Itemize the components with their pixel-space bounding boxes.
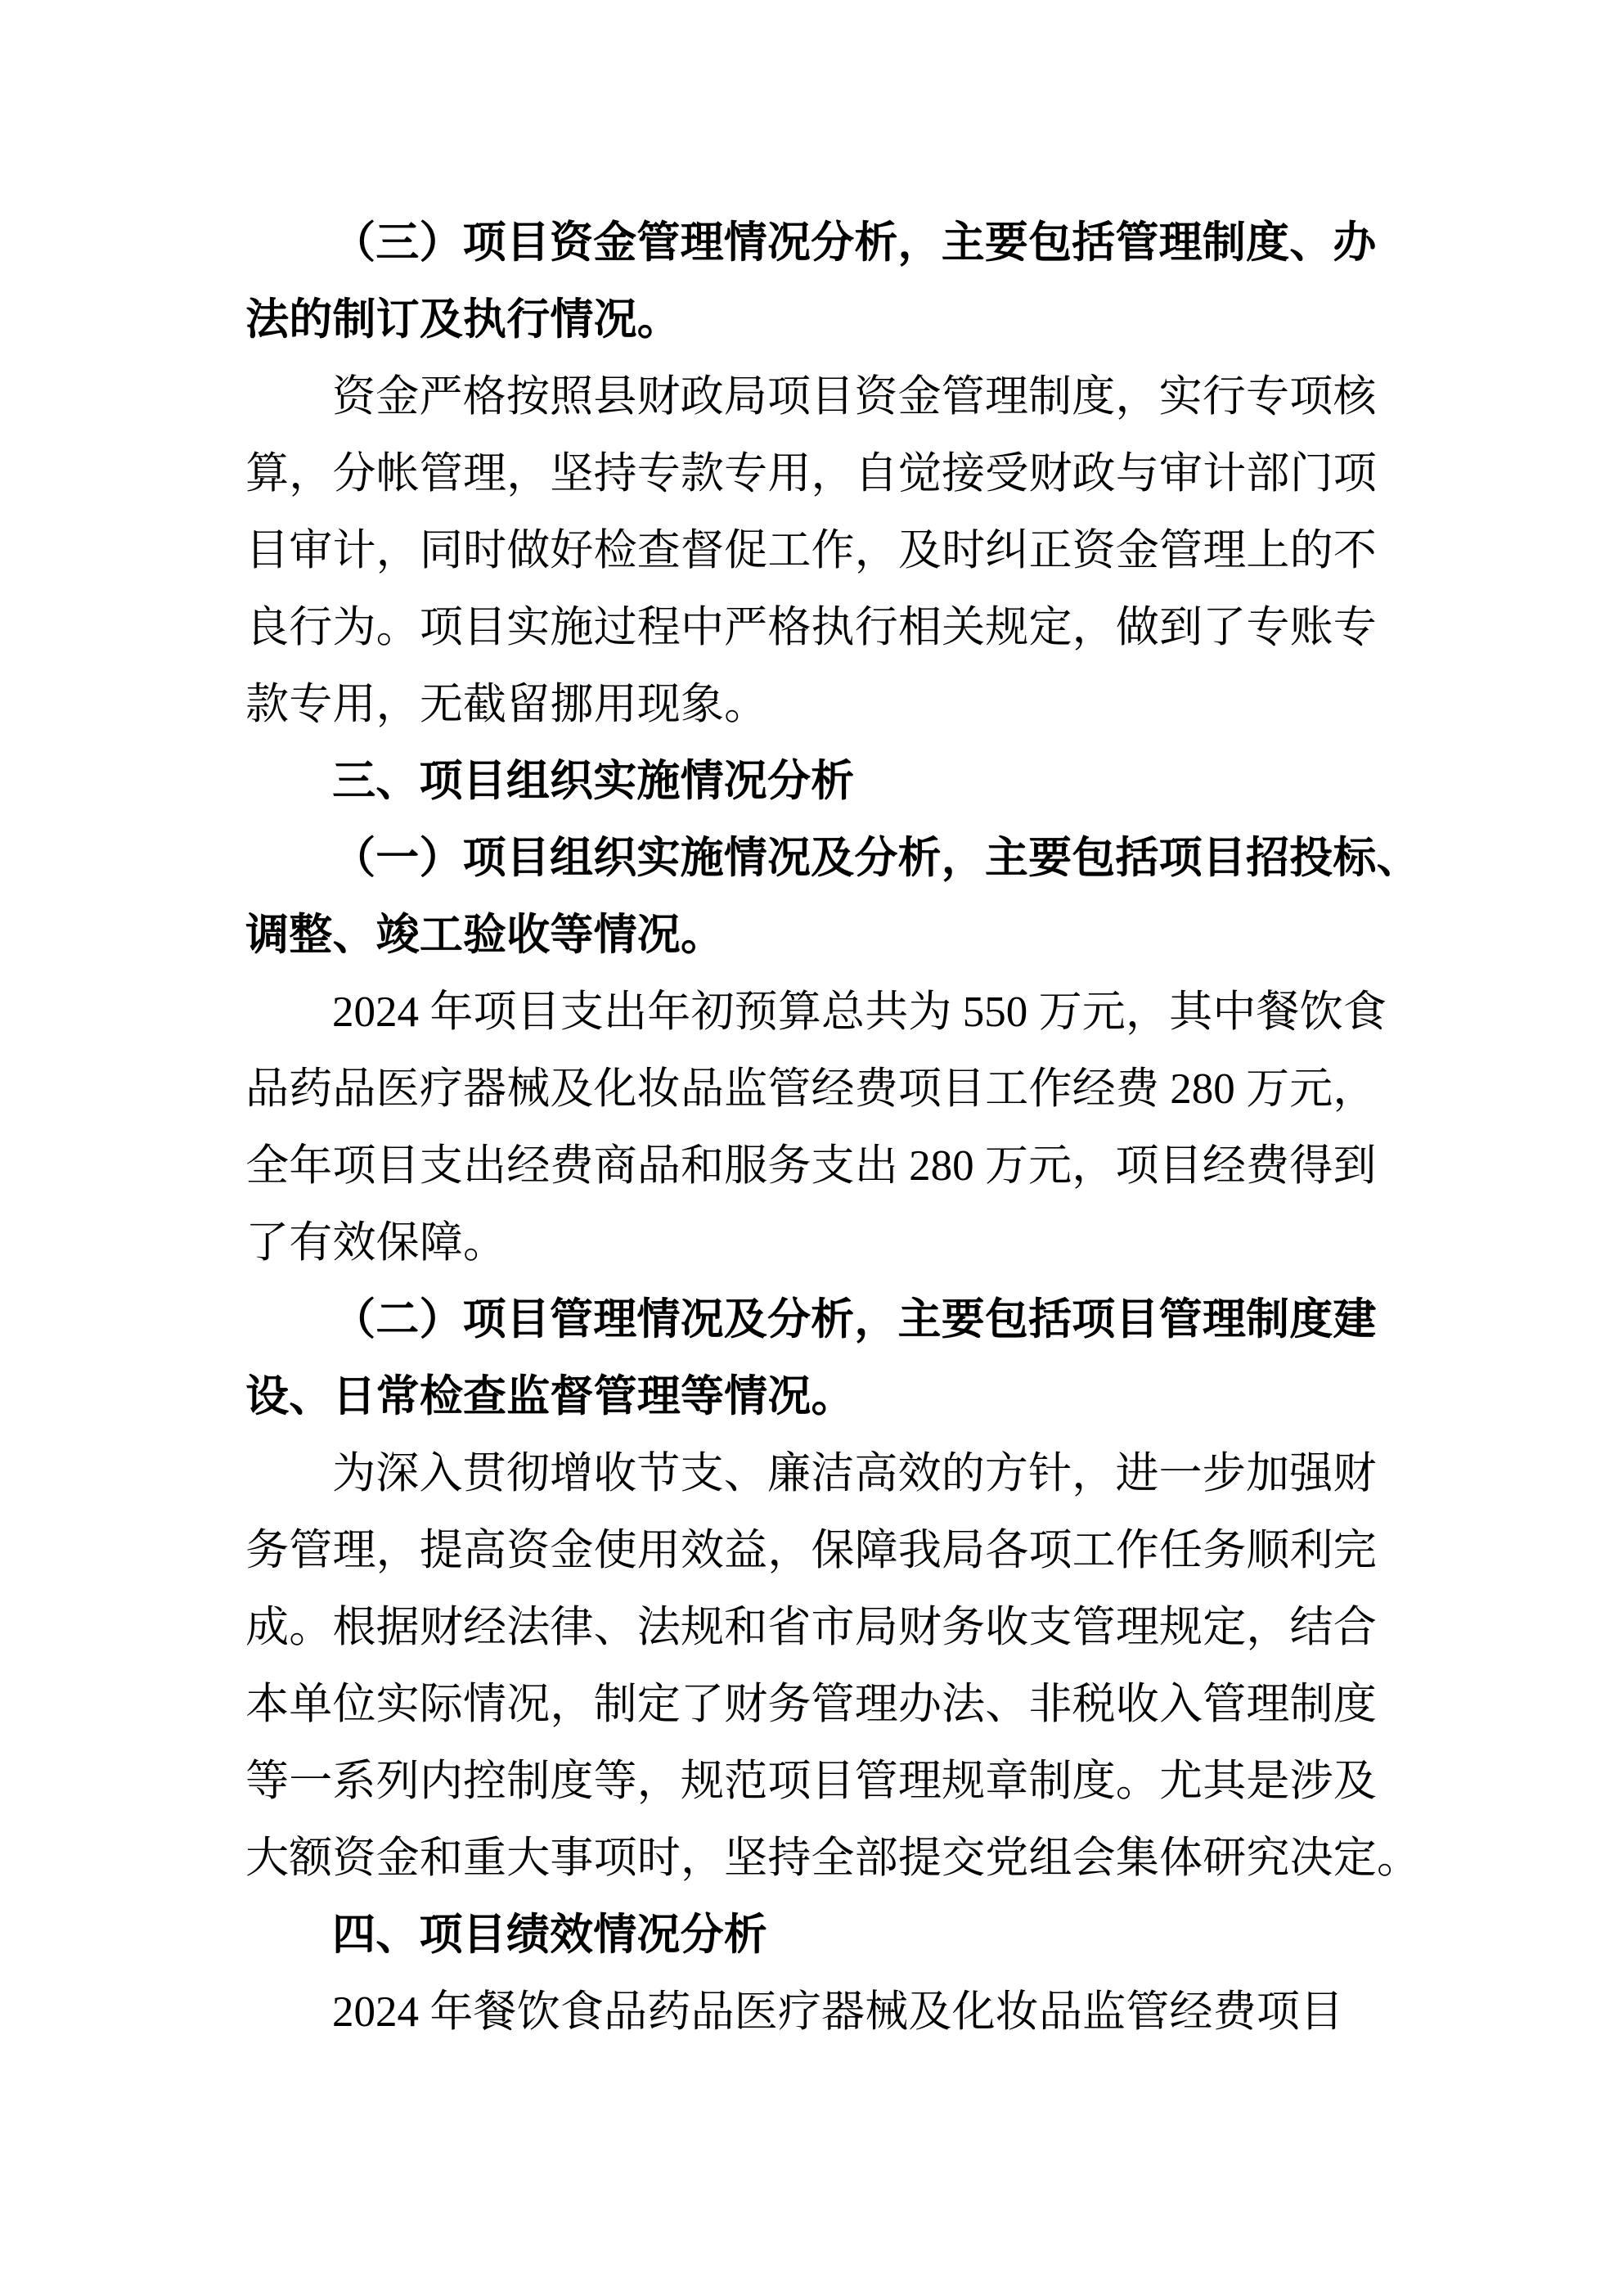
body-line: 等一系列内控制度等，规范项目管理规章制度。尤其是涉及 [245, 1758, 1377, 1805]
section-heading-line: 四、项目绩效情况分析 [332, 1911, 767, 1959]
body-line: 本单位实际情况，制定了财务管理办法、非税收入管理制度 [245, 1681, 1377, 1728]
body-line: 了有效保障。 [245, 1219, 507, 1267]
heading-line: 法的制订及执行情况。 [245, 296, 681, 344]
body-line: 款专用，无截留挪用现象。 [245, 681, 768, 728]
body-line: 成。根据财经法律、法规和省市局财务收支管理规定，结合 [245, 1604, 1377, 1651]
body-line: 2024 年项目支出年初预算总共为 550 万元，其中餐饮食 [332, 988, 1387, 1036]
body-line: 务管理，提高资金使用效益，保障我局各项工作任务顺利完 [245, 1527, 1377, 1574]
heading-line: （二）项目管理情况及分析，主要包括项目管理制度建 [332, 1296, 1377, 1344]
body-line: 算，分帐管理，坚持专款专用，自觉接受财政与审计部门项 [245, 450, 1377, 497]
document-content [245, 205, 1420, 2051]
body-line: 为深入贯彻增收节支、廉洁高效的方针，进一步加强财 [332, 1450, 1377, 1497]
body-line: 资金严格按照县财政局项目资金管理制度，实行专项核 [332, 373, 1377, 421]
heading-line: 设、日常检查监督管理等情况。 [245, 1373, 855, 1420]
body-line: 2024 年餐饮食品药品医疗器械及化妆品监管经费项目 [332, 1988, 1344, 2036]
heading-line: （三）项目资金管理情况分析，主要包括管理制度、办 [332, 219, 1377, 267]
body-line: 品药品医疗器械及化妆品监管经费项目工作经费 280 万元， [245, 1065, 1377, 1113]
section-heading-line: 三、项目组织实施情况分析 [332, 757, 855, 805]
heading-line: （一）项目组织实施情况及分析，主要包括项目招投标、 [332, 835, 1420, 882]
body-line: 大额资金和重大事项时，坚持全部提交党组会集体研究决定。 [245, 1835, 1420, 1882]
heading-line: 调整、竣工验收等情况。 [245, 912, 724, 959]
body-line: 目审计，同时做好检查督促工作，及时纠正资金管理上的不 [245, 527, 1377, 574]
body-line: 全年项目支出经费商品和服务支出 280 万元，项目经费得到 [245, 1142, 1377, 1190]
body-line: 良行为。项目实施过程中严格执行相关规定，做到了专账专 [245, 604, 1377, 651]
